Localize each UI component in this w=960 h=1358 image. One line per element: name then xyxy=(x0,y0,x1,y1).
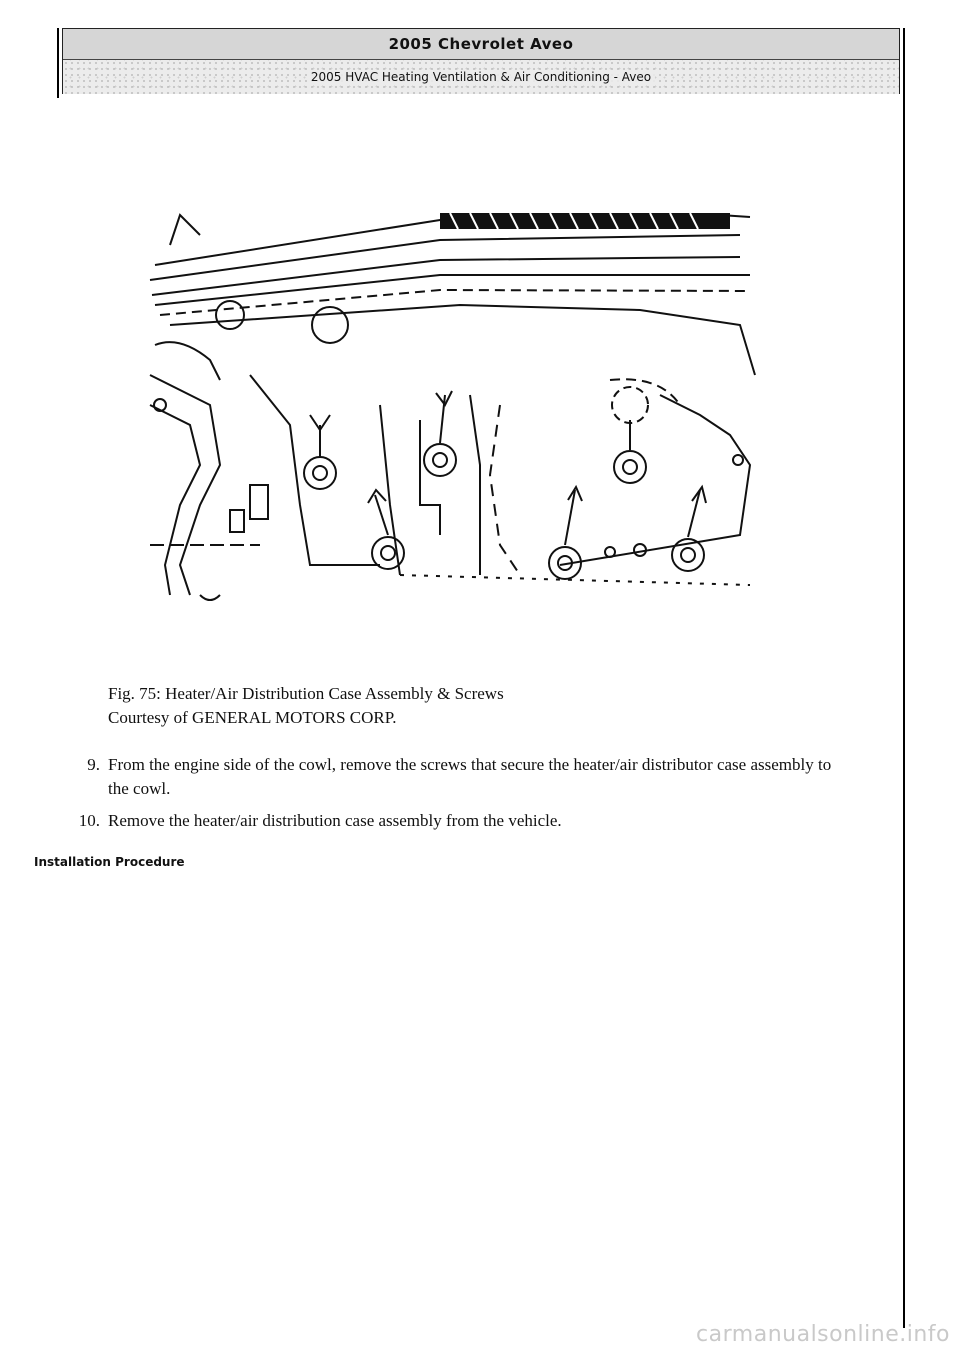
header-subtitle: 2005 HVAC Heating Ventilation & Air Conditioning - Aveo xyxy=(307,70,655,84)
step-text: From the engine side of the cowl, remove the screws that secure the heater/air distributor case assembly to the cowl. xyxy=(108,755,832,798)
step-number: 9. xyxy=(87,755,100,774)
section-heading: Installation Procedure xyxy=(34,855,185,869)
step-item xyxy=(52,809,852,833)
caption-title: Fig. 75: Heater/Air Distribution Case Assembly & Screws xyxy=(108,684,504,703)
procedure-steps xyxy=(52,753,852,841)
step-item xyxy=(52,753,852,801)
step-text: Remove the heater/air distribution case assembly from the vehicle. xyxy=(108,811,562,830)
document-header xyxy=(62,28,900,94)
header-title: 2005 Chevrolet Aveo xyxy=(63,29,899,60)
caption-credit: Courtesy of GENERAL MOTORS CORP. xyxy=(108,708,397,727)
step-number: 10. xyxy=(78,811,100,830)
figure-illustration xyxy=(140,205,760,605)
watermark xyxy=(0,1322,960,1347)
figure-caption xyxy=(108,682,504,730)
page-frame-right xyxy=(903,28,905,1328)
watermark-text: carmanualsonline.info xyxy=(696,1322,950,1347)
heater-case-drawing xyxy=(140,205,760,605)
page-frame-left xyxy=(57,28,59,98)
header-subtitle-row xyxy=(63,60,899,94)
